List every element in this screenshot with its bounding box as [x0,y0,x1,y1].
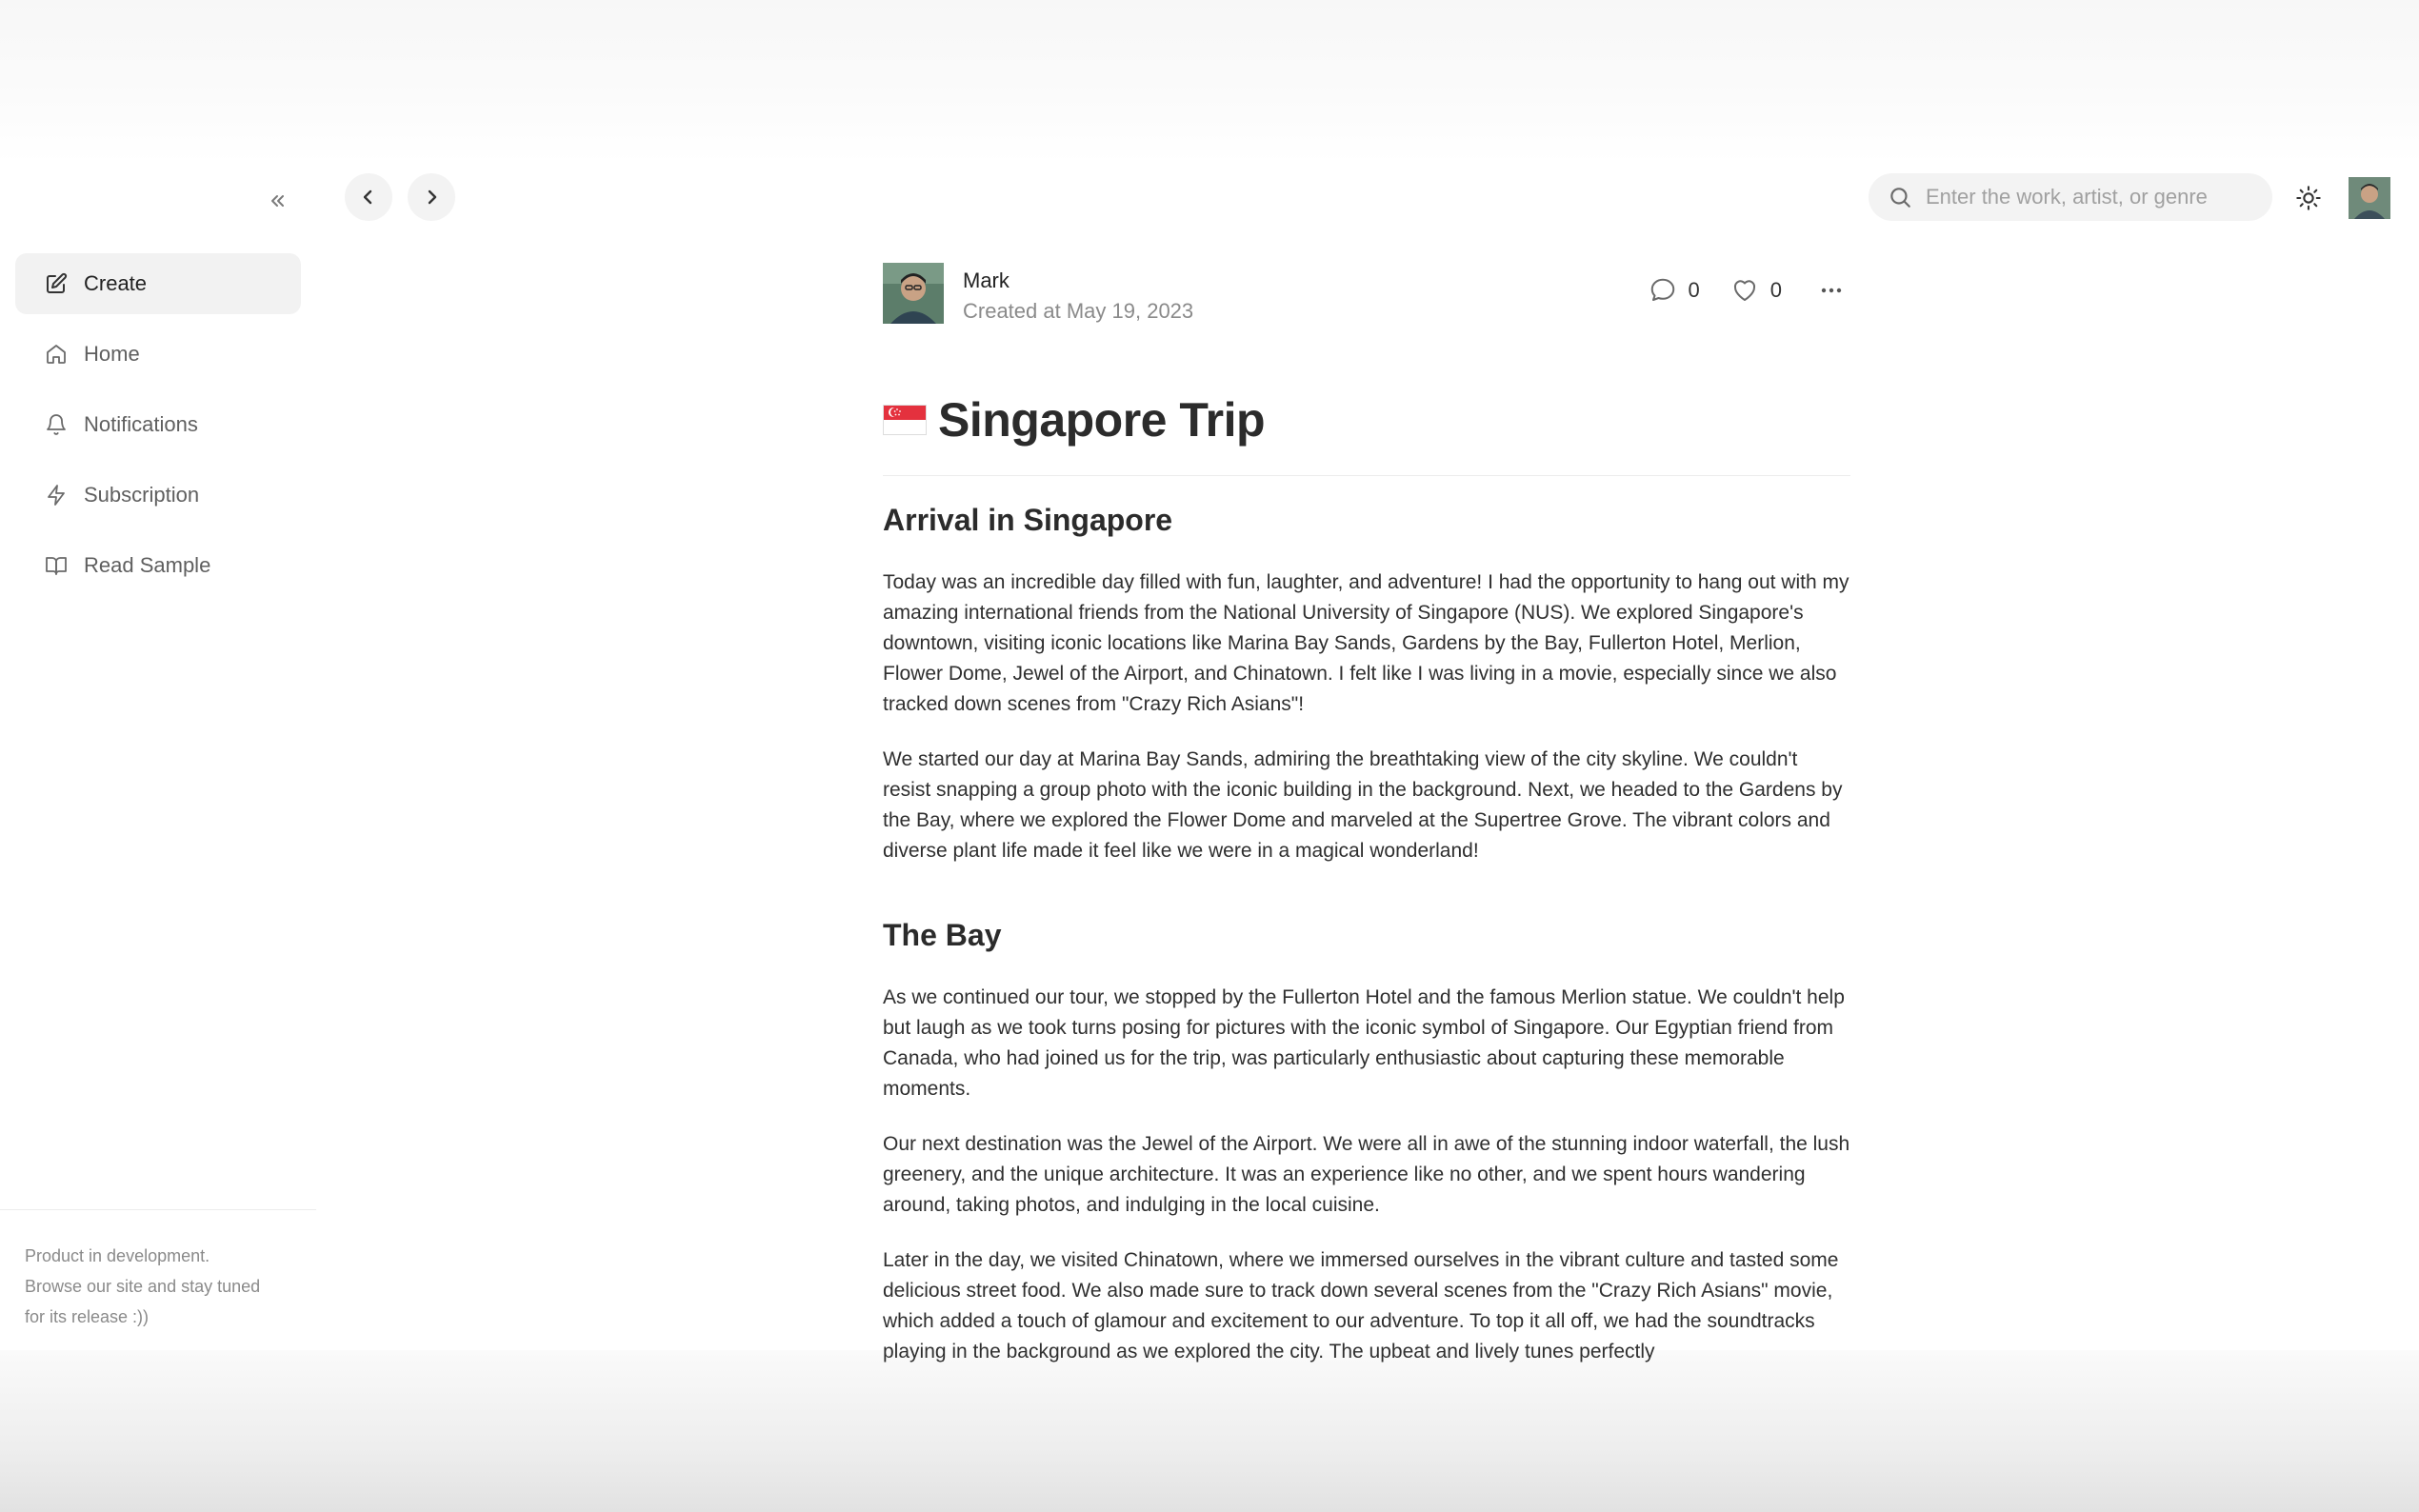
sidebar-item-read-sample[interactable] [15,535,301,596]
theme-toggle-button[interactable] [2291,181,2326,215]
sidebar-item-label: Create [84,271,148,295]
forward-button[interactable] [408,173,455,221]
paragraph: Today was an incredible day filled with fun, laughter, and adventure! I had the opportunity to hang out with my amazing international friends from the National University of Singapore (NUS). We explored Singapore's downtown, visiting iconic locations like Marina Bay Sands, Gardens by the Bay, Fullerton Hotel, Merlion, Flower Dome, Jewel of the Airport, and Chinatown. I felt like I was living in a movie, especially since we also tracked down scenes from "Crazy Rich Asians"! [883,571,1849,715]
section-heading: Arrival in Singapore [883,503,1173,537]
search-bar [1869,173,2272,221]
home-icon [44,342,69,367]
post-stats [1618,276,1844,305]
bell-icon [44,412,69,437]
ellipsis-icon [1820,287,1843,294]
footer-line: Product in development. [25,1246,210,1265]
post-title: Singapore Trip [938,393,1266,447]
created-date: Created at May 19, 2023 [963,299,1194,323]
bolt-icon [44,483,69,507]
sidebar [0,164,316,1350]
title-divider [883,475,1850,476]
comment-icon [1649,276,1677,305]
sidebar-item-label: Subscription [84,483,200,507]
sidebar-item-home[interactable] [15,324,301,385]
more-options-button[interactable] [1820,287,1843,294]
user-avatar[interactable] [2349,177,2390,219]
book-icon [44,553,69,578]
top-backdrop [0,0,2419,164]
sidebar-item-label: Home [84,342,140,366]
sidebar-item-label: Read Sample [84,553,211,577]
sidebar-nav [15,253,301,606]
collapse-sidebar-button[interactable] [263,187,291,215]
sidebar-footer-note [0,1209,316,1332]
singapore-flag-icon [883,405,927,435]
section-heading: The Bay [883,918,1002,952]
back-button[interactable] [345,173,392,221]
post-title-row [883,392,1850,448]
edit-icon [44,271,69,296]
sidebar-item-notifications[interactable] [15,394,301,455]
like-button[interactable] [1730,276,1782,305]
paragraph: Our next destination was the Jewel of the Airport. We were all in awe of the stunning indoor waterfall, the lush greenery, and the unique architecture. It was an experience like no other, and we spent hours wandering around, taking photos, and indulging in the local cuisine. [883,1133,1850,1216]
app-window [0,164,2419,1363]
double-chevron-left-icon [267,190,288,211]
chevron-right-icon [422,188,441,207]
author-name[interactable]: Mark [963,269,1010,292]
footer-line: for its release :)) [25,1307,150,1326]
chevron-left-icon [359,188,378,207]
post-header [883,263,1850,328]
heart-icon [1730,276,1759,305]
sidebar-item-subscription[interactable] [15,465,301,526]
post-body [883,499,1850,1392]
sun-icon [2295,185,2322,211]
paragraph: We started our day at Marina Bay Sands, admiring the breathtaking view of the city skyline. We couldn't resist snapping a group photo with the iconic building in the background. Next, we headed to the Gardens by the Bay, where we explored the Flower Dome and marveled at the Supertree Grove. The vibrant colors and diverse plant life made it feel like we were in a magical wonderland! [883,748,1843,862]
search-input[interactable] [1926,185,2249,209]
paragraph: As we continued our tour, we stopped by the Fullerton Hotel and the famous Merlion statue. We couldn't help but laugh as we took turns posing for pictures with the iconic symbol of Singapore. Our Egyptian friend from Canada, who had joined us for the trip, was particularly enthusiastic about capturing these memorable moments. [883,986,1845,1100]
sidebar-item-label: Notifications [84,412,198,436]
sidebar-item-create[interactable] [15,253,301,314]
author-avatar[interactable] [883,263,944,324]
history-nav [345,173,455,221]
search-icon [1888,185,1912,209]
footer-line: Browse our site and stay tuned [25,1277,261,1296]
paragraph: Later in the day, we visited Chinatown, where we immersed ourselves in the vibrant culture and tasted some delicious street food. We also made sure to track down several scenes from the "Crazy Rich Asians" movie, which added a touch of glamour and excitement to our adventure. To top it all off, we had the soundtracks playing in the background as we explored the city. The upbeat and lively tunes perfectly [883,1249,1839,1363]
comment-count: 0 [1688,278,1700,302]
like-count: 0 [1769,278,1782,302]
comments-button[interactable] [1649,276,1700,305]
